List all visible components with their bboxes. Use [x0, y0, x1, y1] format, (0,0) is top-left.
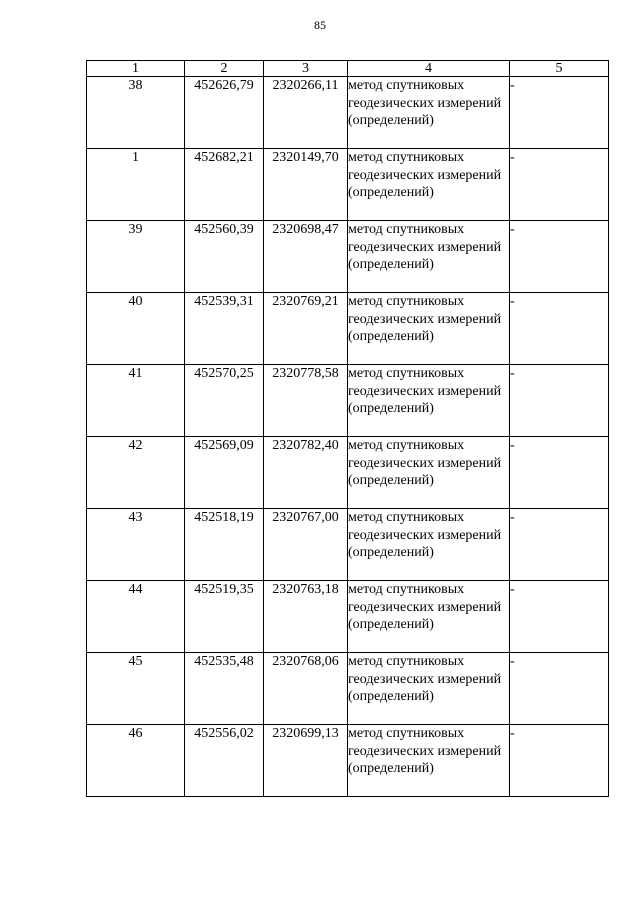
y-coordinate-cell: 2320778,58	[264, 365, 348, 437]
method-cell: метод спутниковых геодезических измерений (определений)	[348, 725, 510, 797]
page-number: 85	[314, 18, 326, 32]
x-coordinate-cell: 452569,09	[185, 437, 264, 509]
note-cell: -	[510, 437, 609, 509]
table-row	[87, 365, 609, 437]
y-coordinate-cell: 2320768,06	[264, 653, 348, 725]
table-header-row	[87, 61, 609, 77]
method-cell: метод спутниковых геодезических измерений (определений)	[348, 293, 510, 365]
point-number-cell: 46	[87, 725, 185, 797]
method-cell: метод спутниковых геодезических измерений (определений)	[348, 509, 510, 581]
x-coordinate-cell: 452539,31	[185, 293, 264, 365]
method-cell: метод спутниковых геодезических измерений (определений)	[348, 149, 510, 221]
y-coordinate-cell: 2320699,13	[264, 725, 348, 797]
note-cell: -	[510, 581, 609, 653]
column-header-3: 3	[264, 61, 348, 77]
method-cell: метод спутниковых геодезических измерений (определений)	[348, 77, 510, 149]
method-cell: метод спутниковых геодезических измерений (определений)	[348, 221, 510, 293]
x-coordinate-cell: 452556,02	[185, 725, 264, 797]
point-number-cell: 41	[87, 365, 185, 437]
table-row	[87, 725, 609, 797]
x-coordinate-cell: 452570,25	[185, 365, 264, 437]
y-coordinate-cell: 2320266,11	[264, 77, 348, 149]
note-cell: -	[510, 365, 609, 437]
column-header-1: 1	[87, 61, 185, 77]
y-coordinate-cell: 2320782,40	[264, 437, 348, 509]
table-row	[87, 293, 609, 365]
note-cell: -	[510, 149, 609, 221]
table-row	[87, 221, 609, 293]
point-number-cell: 45	[87, 653, 185, 725]
method-cell: метод спутниковых геодезических измерений (определений)	[348, 437, 510, 509]
note-cell: -	[510, 293, 609, 365]
y-coordinate-cell: 2320763,18	[264, 581, 348, 653]
method-cell: метод спутниковых геодезических измерений (определений)	[348, 653, 510, 725]
table-row	[87, 509, 609, 581]
table-row	[87, 149, 609, 221]
coordinates-table	[86, 60, 609, 797]
table-row	[87, 653, 609, 725]
y-coordinate-cell: 2320767,00	[264, 509, 348, 581]
x-coordinate-cell: 452682,21	[185, 149, 264, 221]
x-coordinate-cell: 452519,35	[185, 581, 264, 653]
point-number-cell: 38	[87, 77, 185, 149]
x-coordinate-cell: 452560,39	[185, 221, 264, 293]
table-row	[87, 437, 609, 509]
method-cell: метод спутниковых геодезических измерений (определений)	[348, 365, 510, 437]
column-header-4: 4	[348, 61, 510, 77]
x-coordinate-cell: 452518,19	[185, 509, 264, 581]
note-cell: -	[510, 77, 609, 149]
note-cell: -	[510, 509, 609, 581]
point-number-cell: 43	[87, 509, 185, 581]
y-coordinate-cell: 2320698,47	[264, 221, 348, 293]
point-number-cell: 39	[87, 221, 185, 293]
note-cell: -	[510, 725, 609, 797]
x-coordinate-cell: 452535,48	[185, 653, 264, 725]
point-number-cell: 40	[87, 293, 185, 365]
y-coordinate-cell: 2320149,70	[264, 149, 348, 221]
note-cell: -	[510, 221, 609, 293]
point-number-cell: 42	[87, 437, 185, 509]
method-cell: метод спутниковых геодезических измерений (определений)	[348, 581, 510, 653]
point-number-cell: 44	[87, 581, 185, 653]
x-coordinate-cell: 452626,79	[185, 77, 264, 149]
table-row	[87, 77, 609, 149]
point-number-cell: 1	[87, 149, 185, 221]
table-row	[87, 581, 609, 653]
column-header-2: 2	[185, 61, 264, 77]
note-cell: -	[510, 653, 609, 725]
y-coordinate-cell: 2320769,21	[264, 293, 348, 365]
column-header-5: 5	[510, 61, 609, 77]
